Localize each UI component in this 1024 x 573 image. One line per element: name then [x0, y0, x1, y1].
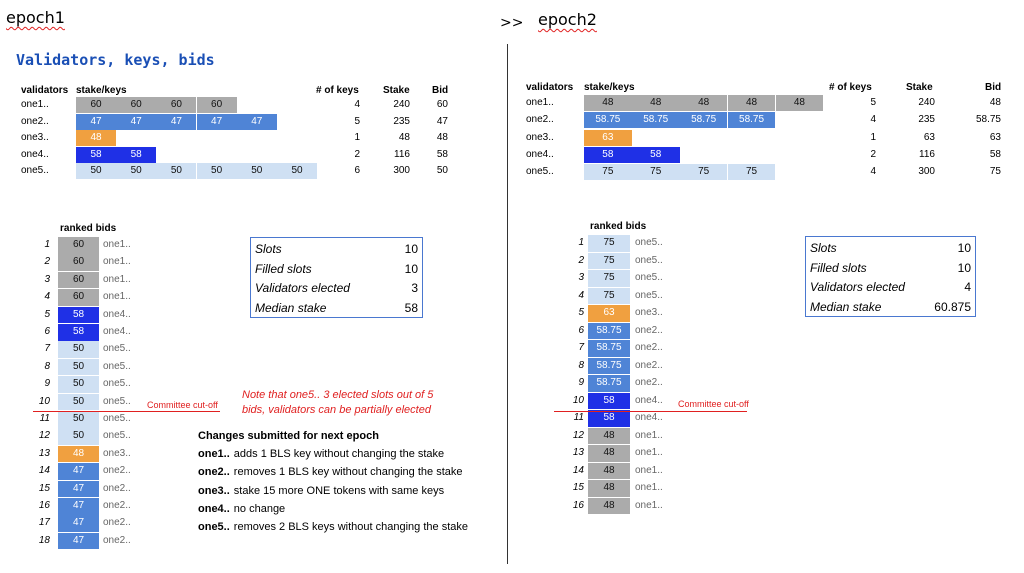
- rank-number: 10: [38, 395, 50, 407]
- ranked-bid-cell: 75: [588, 235, 630, 252]
- table-header-num-keys: # of keys: [829, 82, 872, 93]
- stats-row: [810, 277, 971, 297]
- stake-value: 116: [919, 148, 935, 160]
- rank-number: 1: [578, 237, 584, 248]
- ranked-bid-cell: 50: [58, 376, 99, 393]
- ranked-bid-owner: one5..: [635, 254, 663, 266]
- rank-number: 5: [44, 308, 50, 320]
- rank-number: 11: [39, 413, 50, 424]
- stake-key-cell: 63: [584, 130, 632, 146]
- rank-number: 9: [578, 377, 584, 388]
- stats-label: Validators elected: [255, 281, 350, 295]
- epoch2-title: epoch2: [538, 10, 597, 29]
- ranked-bid-cell: 48: [58, 446, 99, 463]
- change-validator: one4..: [198, 502, 230, 515]
- change-description: removes 1 BLS key without changing the stake: [233, 466, 463, 479]
- stake-key-cell: 47: [197, 114, 237, 130]
- stake-key-cell: 58: [116, 147, 156, 163]
- ranked-bid-owner: one1..: [635, 464, 663, 476]
- stats-box: [805, 236, 976, 317]
- validator-name: one1..: [21, 99, 49, 110]
- ranked-bid-cell: 50: [58, 341, 99, 358]
- validator-name: one2..: [21, 115, 49, 127]
- ranked-bid-owner: one4..: [103, 308, 131, 320]
- epoch-divider: [507, 44, 508, 564]
- validator-name: one3..: [526, 131, 554, 143]
- committee-cutoff-line: [554, 411, 747, 412]
- ranked-bid-cell: 60: [58, 272, 99, 289]
- change-description: no change: [233, 502, 286, 515]
- stake-value: 300: [393, 165, 410, 176]
- ranked-bid-owner: one1..: [103, 291, 131, 303]
- stake-key-cell: 47: [156, 114, 196, 130]
- page-subtitle: Validators, keys, bids: [16, 51, 215, 69]
- stake-key-cell: 75: [680, 164, 728, 180]
- ranked-bid-owner: one4..: [635, 412, 663, 423]
- note-line: Note that one5.. 3 elected slots out of 5: [242, 389, 434, 401]
- num-keys-value: 2: [354, 148, 360, 160]
- ranked-bid-owner: one5..: [635, 289, 663, 301]
- validator-name: one1..: [526, 97, 554, 108]
- stake-key-cell: 47: [116, 114, 156, 130]
- rank-number: 2: [44, 256, 50, 268]
- rank-number: 18: [38, 534, 50, 546]
- num-keys-value: 2: [870, 148, 876, 160]
- bid-value: 47: [436, 115, 448, 127]
- rank-number: 10: [572, 394, 584, 406]
- ranked-bid-owner: one4..: [635, 394, 663, 406]
- bid-value: 48: [989, 97, 1001, 108]
- ranked-bid-cell: 58.75: [588, 340, 630, 357]
- change-row: [198, 463, 462, 481]
- rank-number: 7: [44, 343, 50, 355]
- stake-key-cell: 50: [116, 163, 156, 179]
- validator-name: one3..: [21, 132, 49, 143]
- validator-name: one2..: [526, 114, 554, 126]
- rank-number: 16: [38, 500, 50, 511]
- stake-key-cell: 60: [116, 97, 156, 113]
- rank-number: 2: [578, 254, 584, 266]
- stake-key-cell: 58: [76, 147, 116, 163]
- stake-key-cell: 48: [632, 95, 680, 111]
- stake-key-cell: 48: [680, 95, 728, 111]
- stats-row: [255, 239, 418, 259]
- stake-value: 48: [398, 132, 410, 143]
- stats-value: 58: [404, 300, 418, 315]
- ranked-bid-cell: 47: [58, 498, 99, 515]
- stake-key-cell: 48: [728, 95, 776, 111]
- ranked-bid-cell: 75: [588, 253, 630, 270]
- ranked-bid-owner: one5..: [103, 395, 131, 407]
- stake-key-cell: 47: [76, 114, 116, 130]
- stake-key-cell: 50: [156, 163, 196, 179]
- ranked-bid-owner: one5..: [635, 237, 663, 248]
- change-row: [198, 482, 444, 500]
- stats-row: [810, 258, 971, 278]
- stake-key-cell: 60: [156, 97, 196, 113]
- bid-value: 63: [989, 131, 1001, 143]
- rank-number: 15: [572, 482, 584, 493]
- ranked-bid-owner: one2..: [635, 359, 663, 371]
- stake-key-cell: 60: [76, 97, 116, 113]
- table-header-validators: validators: [526, 82, 574, 93]
- ranked-bid-owner: one1..: [635, 447, 663, 458]
- ranked-bid-owner: one1..: [103, 273, 131, 285]
- stake-key-cell: 48: [776, 95, 824, 111]
- ranked-bid-cell: 75: [588, 270, 630, 287]
- ranked-bid-cell: 75: [588, 288, 630, 305]
- stake-key-cell: 75: [728, 164, 776, 180]
- ranked-bid-cell: 48: [588, 480, 630, 497]
- stats-box: [250, 237, 423, 318]
- ranked-bid-cell: 48: [588, 498, 630, 515]
- rank-number: 13: [38, 447, 50, 459]
- stake-value: 235: [918, 114, 935, 126]
- stake-key-cell: 48: [584, 95, 632, 111]
- stats-value: 4: [964, 280, 971, 294]
- rank-number: 13: [572, 447, 584, 458]
- ranked-bid-owner: one5..: [103, 378, 131, 390]
- stats-label: Slots: [255, 242, 282, 256]
- ranked-bid-cell: 47: [58, 533, 99, 550]
- bid-value: 58: [989, 148, 1001, 160]
- ranked-bid-owner: one1..: [635, 429, 663, 441]
- ranked-bid-cell: 47: [58, 515, 99, 532]
- rank-number: 12: [38, 430, 50, 442]
- stake-value: 240: [393, 99, 410, 110]
- stake-key-cell: 75: [632, 164, 680, 180]
- rank-number: 1: [44, 239, 50, 250]
- stake-key-cell: 58.75: [584, 112, 632, 128]
- ranked-bid-owner: one5..: [103, 413, 131, 424]
- ranked-bid-cell: 48: [588, 463, 630, 480]
- change-validator: one2..: [198, 466, 230, 479]
- num-keys-value: 5: [870, 97, 876, 108]
- validator-name: one5..: [21, 165, 49, 176]
- table-header-num-keys: # of keys: [316, 85, 359, 96]
- stake-value: 63: [923, 131, 935, 143]
- arrow-label: >>: [500, 15, 524, 31]
- num-keys-value: 4: [354, 99, 360, 110]
- table-header-stake: Stake: [906, 82, 933, 93]
- num-keys-value: 4: [870, 166, 876, 178]
- rank-number: 11: [573, 412, 584, 423]
- stats-value: 10: [404, 242, 418, 256]
- stake-key-cell: 75: [584, 164, 632, 180]
- stake-key-cell: 48: [76, 130, 116, 146]
- stats-label: Median stake: [810, 299, 882, 314]
- ranked-bid-cell: 48: [588, 445, 630, 462]
- change-row: [198, 445, 444, 463]
- ranked-bid-cell: 60: [58, 289, 99, 306]
- committee-cutoff-line: [33, 411, 220, 412]
- stake-key-cell: 58.75: [728, 112, 776, 128]
- change-row: [198, 518, 468, 536]
- stake-key-cell: 50: [197, 163, 237, 179]
- rank-number: 4: [44, 291, 50, 303]
- table-header-stake: Stake: [383, 85, 410, 96]
- stats-label: Filled slots: [255, 261, 312, 276]
- ranked-bid-owner: one1..: [103, 256, 131, 268]
- ranked-bid-cell: 58.75: [588, 358, 630, 375]
- rank-number: 3: [578, 272, 584, 283]
- ranked-bid-owner: one2..: [635, 342, 663, 353]
- ranked-bids-title: ranked bids: [60, 223, 117, 234]
- stake-key-cell: 50: [237, 163, 277, 179]
- partial-election-note: [242, 388, 433, 418]
- stats-value: 60.875: [934, 299, 971, 314]
- change-row: [198, 500, 285, 518]
- rank-number: 14: [38, 465, 50, 477]
- ranked-bid-owner: one2..: [103, 517, 131, 529]
- ranked-bid-owner: one1..: [635, 499, 663, 511]
- ranked-bid-owner: one5..: [103, 430, 131, 442]
- ranked-bid-cell: 58: [58, 307, 99, 324]
- change-description: stake 15 more ONE tokens with same keys: [233, 484, 445, 497]
- bid-value: 75: [989, 166, 1001, 178]
- validator-name: one5..: [526, 166, 554, 178]
- rank-number: 9: [44, 378, 50, 390]
- rank-number: 15: [38, 482, 50, 494]
- stats-value: 3: [411, 281, 418, 295]
- ranked-bid-owner: one1..: [103, 239, 131, 250]
- epoch1-title: epoch1: [6, 8, 65, 27]
- ranked-bid-cell: 50: [58, 359, 99, 376]
- stats-label: Median stake: [255, 300, 327, 315]
- rank-number: 8: [44, 360, 50, 372]
- stats-row: [255, 298, 418, 318]
- change-validator: one1..: [198, 448, 230, 461]
- ranked-bid-cell: 58: [58, 324, 99, 341]
- note-line: bids, validators can be partially elected: [242, 404, 431, 416]
- ranked-bid-owner: one5..: [635, 272, 663, 283]
- stake-key-cell: 50: [277, 163, 317, 179]
- stats-row: [810, 238, 971, 258]
- ranked-bid-cell: 58.75: [588, 375, 630, 392]
- table-header-stake-keys: stake/keys: [76, 85, 127, 96]
- stats-row: [255, 259, 418, 279]
- table-header-validators: validators: [21, 85, 69, 96]
- validator-name: one4..: [526, 148, 554, 160]
- ranked-bid-owner: one5..: [103, 360, 131, 372]
- changes-title: Changes submitted for next epoch: [198, 430, 379, 442]
- stake-key-cell: 47: [237, 114, 277, 130]
- change-description: adds 1 BLS key without changing the stake: [233, 448, 445, 461]
- rank-number: 6: [44, 326, 50, 337]
- rank-number: 5: [578, 307, 584, 318]
- ranked-bid-owner: one1..: [635, 482, 663, 493]
- num-keys-value: 4: [870, 114, 876, 126]
- ranked-bid-cell: 58: [588, 410, 630, 427]
- ranked-bid-cell: 47: [58, 463, 99, 480]
- ranked-bid-cell: 50: [58, 428, 99, 445]
- stake-key-cell: 58: [632, 147, 680, 163]
- ranked-bid-cell: 60: [58, 237, 99, 254]
- stake-value: 116: [394, 148, 410, 160]
- stake-key-cell: 60: [197, 97, 237, 113]
- stats-label: Filled slots: [810, 260, 867, 275]
- bid-value: 58: [436, 148, 448, 160]
- stats-value: 10: [404, 261, 418, 276]
- ranked-bid-owner: one2..: [635, 377, 663, 388]
- ranked-bid-owner: one5..: [103, 343, 131, 355]
- stake-value: 300: [918, 166, 935, 178]
- ranked-bid-cell: 63: [588, 305, 630, 322]
- change-validator: one5..: [198, 521, 230, 533]
- ranked-bid-cell: 48: [588, 428, 630, 445]
- ranked-bid-owner: one3..: [635, 307, 663, 318]
- ranked-bid-owner: one2..: [635, 324, 663, 336]
- num-keys-value: 1: [870, 131, 876, 143]
- rank-number: 16: [572, 499, 584, 511]
- rank-number: 14: [572, 464, 584, 476]
- ranked-bid-owner: one4..: [103, 326, 131, 337]
- stats-value: 10: [957, 260, 971, 275]
- rank-number: 6: [578, 324, 584, 336]
- stats-label: Validators elected: [810, 280, 905, 294]
- stake-key-cell: 58: [584, 147, 632, 163]
- num-keys-value: 1: [354, 132, 360, 143]
- ranked-bid-cell: 50: [58, 411, 99, 428]
- validator-name: one4..: [21, 148, 49, 160]
- committee-cutoff-label: Committee cut-off: [147, 400, 218, 410]
- ranked-bid-owner: one2..: [103, 500, 131, 511]
- rank-number: 12: [572, 429, 584, 441]
- bid-value: 50: [436, 165, 448, 176]
- change-validator: one3..: [198, 484, 230, 497]
- stats-row: [255, 278, 418, 298]
- stats-row: [810, 297, 971, 317]
- ranked-bid-owner: one2..: [103, 534, 131, 546]
- table-header-stake-keys: stake/keys: [584, 82, 635, 93]
- ranked-bid-cell: 58.75: [588, 323, 630, 340]
- stats-label: Slots: [810, 241, 837, 255]
- stake-value: 235: [393, 115, 410, 127]
- table-header-bid: Bid: [432, 85, 449, 96]
- stats-value: 10: [957, 241, 971, 255]
- stake-key-cell: 58.75: [680, 112, 728, 128]
- ranked-bid-owner: one3..: [103, 447, 131, 459]
- ranked-bid-cell: 47: [58, 481, 99, 498]
- change-description: removes 2 BLS keys without changing the stake: [233, 521, 468, 533]
- ranked-bid-cell: 58: [588, 393, 630, 410]
- stake-key-cell: 58.75: [632, 112, 680, 128]
- ranked-bid-owner: one2..: [103, 465, 131, 477]
- num-keys-value: 6: [354, 165, 360, 176]
- stake-key-cell: 50: [76, 163, 116, 179]
- rank-number: 7: [578, 342, 584, 353]
- ranked-bid-cell: 50: [58, 394, 99, 411]
- table-header-bid: Bid: [985, 82, 1002, 93]
- rank-number: 8: [578, 359, 584, 371]
- committee-cutoff-label: Committee cut-off: [678, 399, 749, 409]
- num-keys-value: 5: [354, 115, 360, 127]
- bid-value: 48: [436, 132, 448, 143]
- ranked-bids-title: ranked bids: [590, 221, 647, 232]
- stake-value: 240: [918, 97, 935, 108]
- rank-number: 3: [44, 273, 50, 285]
- ranked-bid-cell: 60: [58, 254, 99, 271]
- rank-number: 4: [578, 289, 584, 301]
- rank-number: 17: [38, 517, 50, 529]
- bid-value: 60: [436, 99, 448, 110]
- bid-value: 58.75: [975, 114, 1001, 126]
- ranked-bid-owner: one2..: [103, 482, 131, 494]
